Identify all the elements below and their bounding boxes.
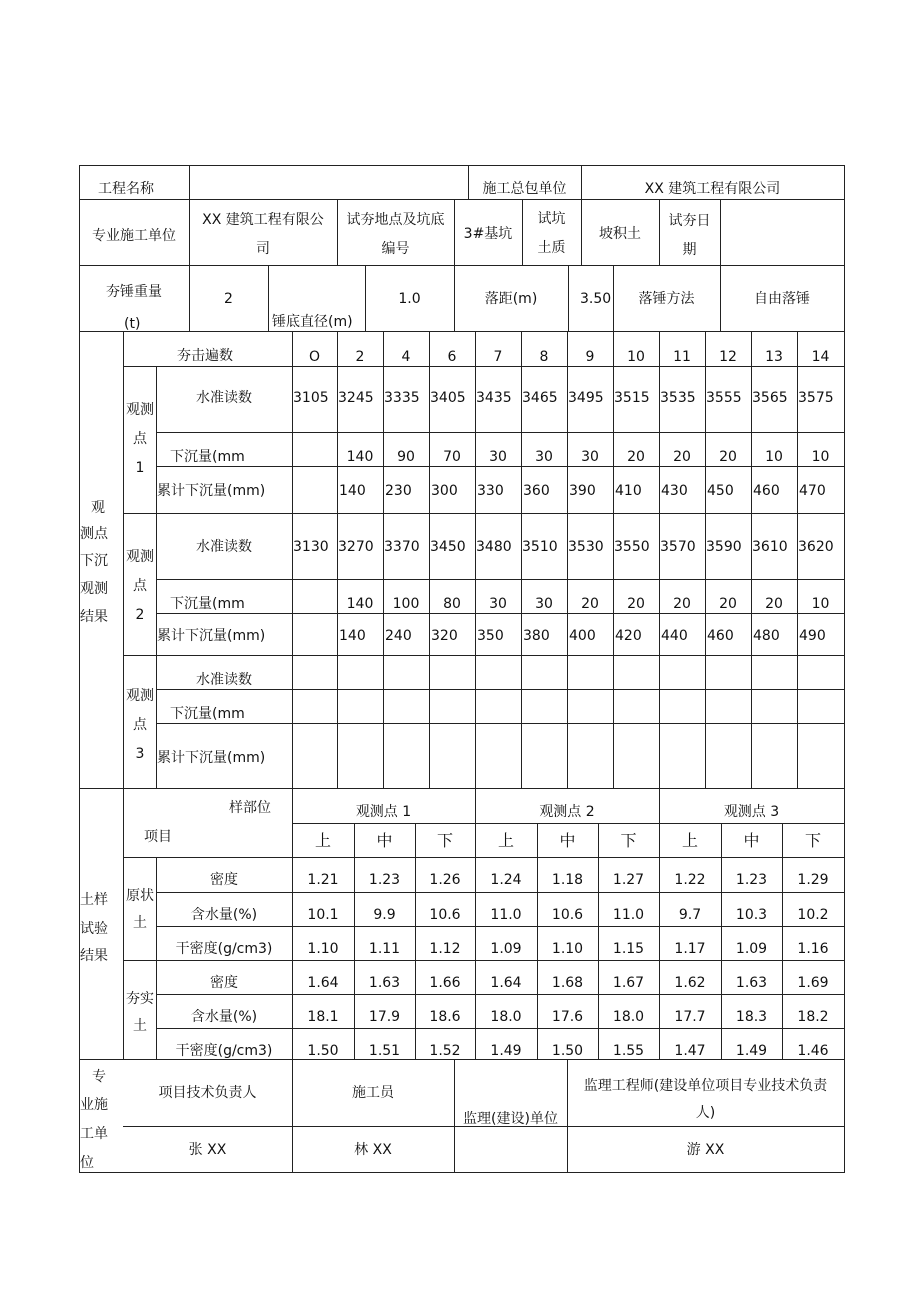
moisture-value: 11.0 [490,907,522,923]
density-value: 1.23 [368,872,401,888]
position-label: 上 [497,831,514,850]
drop-method-value: 自由落锤 [754,291,810,307]
dry-density-value: 1.50 [551,1043,584,1059]
position-label: 上 [314,831,331,850]
section-label-settlement: 结果 [80,609,108,625]
level-value: 3105 [293,390,329,406]
point-label: 点 [133,431,147,447]
density-value: 1.63 [368,975,401,991]
engineer-name: 游 XX [686,1142,725,1158]
table-rule [79,165,80,1173]
moisture-value: 11.0 [612,907,645,923]
density-value: 1.63 [735,975,768,991]
table-rule [156,994,845,995]
blows-label: 夯击遍数 [177,348,233,364]
cumulative-value: 440 [661,628,688,644]
cumulative-value: 330 [477,483,504,499]
moisture-value: 18.1 [307,1009,339,1025]
cumulative-value: 380 [523,628,550,644]
drop-value: 100 [392,596,420,612]
position-label: 中 [376,831,393,850]
position-label: 下 [804,831,821,850]
moisture-value: 18.0 [490,1009,522,1025]
point-label: 观测 [126,549,154,565]
blow-count: 2 [355,349,365,365]
section-label-settlement: 观测 [80,581,108,597]
dry-density-value: 1.52 [429,1043,461,1059]
dry-density-value: 1.09 [735,941,768,957]
table-rule [79,265,845,266]
unit-label: 工单 [80,1126,108,1142]
blow-count: 10 [627,349,645,365]
specialty-unit-value: 司 [256,241,270,257]
level-value: 3335 [384,390,420,406]
density-value: 1.68 [551,975,584,991]
general-contractor-label: 施工总包单位 [482,181,567,197]
dry-density-value: 1.49 [490,1043,522,1059]
density-value: 1.23 [735,872,768,888]
cumulative-value: 140 [339,628,366,644]
level-value: 3450 [430,539,466,555]
density-value: 1.22 [674,872,706,888]
moisture-label: 含水量(%) [190,1009,258,1025]
cumulative-value: 410 [615,483,642,499]
moisture-value: 18.6 [429,1009,461,1025]
table-rule [79,331,845,332]
level-value: 3245 [338,390,374,406]
dry-density-value: 1.46 [797,1043,829,1059]
drop-value: 30 [581,449,599,465]
dry-density-value: 1.51 [368,1043,401,1059]
table-rule [123,513,845,514]
table-rule [156,613,845,614]
level-value: 3435 [476,390,512,406]
blow-count: 12 [719,349,737,365]
supervision-unit-label: 监理(建设)单位 [463,1111,558,1127]
worker-name: 林 XX [354,1142,392,1158]
point-label: 3 [135,746,145,762]
test-date-label: 期 [682,242,697,258]
drop-value: 140 [346,596,374,612]
table-rule [79,788,845,789]
observation-group: 观测点 2 [539,804,595,820]
density-value: 1.27 [612,872,645,888]
dry-density-value: 1.11 [368,941,401,957]
drop-value: 20 [719,596,737,612]
drop-value: 140 [346,449,374,465]
specialty-unit-label: 专业施工单位 [92,228,176,244]
table-rule [156,723,845,724]
drop-value: 90 [397,449,415,465]
section-label-settlement: 观 [91,500,105,516]
blow-count: 8 [539,349,549,365]
blow-count: 6 [447,349,457,365]
table-rule [156,1028,845,1029]
cumulative-value: 450 [707,483,734,499]
dry-density-label: 干密度(g/cm3) [175,1043,273,1059]
moisture-value: 17.9 [368,1009,401,1025]
soil-type-label: 土 [133,915,147,931]
table-rule [123,960,845,961]
dry-density-value: 1.50 [307,1043,339,1059]
supervising-engineer-label: 人) [695,1105,716,1121]
section-label-settlement: 测点 [80,526,108,542]
table-rule [156,689,845,690]
density-value: 1.67 [612,975,645,991]
test-site-label: 试夯地点及坑底 [346,212,445,228]
table-rule [268,265,269,332]
level-label: 水准读数 [196,672,252,688]
drop-value: 20 [765,596,783,612]
drop-value: 20 [581,596,599,612]
cumulative-value: 430 [661,483,688,499]
drop-label: 下沉量(mm [170,706,245,722]
table-rule [720,199,721,266]
soil-type-label: 土 [133,1018,147,1034]
level-value: 3370 [384,539,420,555]
table-rule [156,892,845,893]
drop-value: 70 [443,449,461,465]
moisture-value: 10.2 [797,907,829,923]
level-value: 3565 [752,390,788,406]
moisture-value: 9.7 [678,907,702,923]
unit-label: 业施 [80,1097,108,1113]
position-label: 下 [620,831,637,850]
dry-density-value: 1.47 [674,1043,706,1059]
dry-density-value: 1.16 [797,941,829,957]
cumulative-value: 300 [431,483,458,499]
blow-count: 14 [811,349,830,365]
point-label: 点 [133,578,147,594]
level-value: 3405 [430,390,466,406]
table-rule [123,857,845,858]
moisture-label: 含水量(%) [190,907,258,923]
cumulative-value: 230 [385,483,412,499]
sample-location-label: 样部位 [229,800,271,816]
density-value: 1.62 [674,975,706,991]
drop-value: 20 [719,449,737,465]
density-label: 密度 [210,975,238,991]
dry-density-label: 干密度(g/cm3) [175,941,273,957]
table-rule [156,366,157,789]
level-value: 3590 [706,539,742,555]
level-value: 3575 [798,390,834,406]
hammer-weight-value: 2 [224,291,233,307]
density-value: 1.69 [797,975,829,991]
drop-value: 20 [627,449,645,465]
test-date-label: 试夯日 [668,213,711,229]
worker-label: 施工员 [352,1085,394,1101]
blow-count: 9 [585,349,595,365]
point-label: 2 [135,607,145,623]
table-rule [123,366,845,367]
level-value: 3510 [522,539,558,555]
section-label-settlement: 下沉 [80,553,108,569]
table-rule [292,823,845,824]
drop-value: 10 [811,596,830,612]
dry-density-value: 1.55 [612,1043,645,1059]
cumulative-value: 400 [569,628,596,644]
test-site-label: 编号 [381,241,410,257]
level-value: 3570 [660,539,696,555]
table-rule [79,1172,845,1173]
dry-density-value: 1.10 [551,941,584,957]
density-value: 1.21 [307,872,339,888]
position-label: 上 [681,831,698,850]
supervising-engineer-label: 监理工程师(建设单位项目专业技术负责 [583,1078,828,1094]
drop-method-label: 落锤方法 [638,291,695,307]
soil-value: 坡积土 [599,226,641,242]
level-value: 3550 [614,539,650,555]
moisture-value: 17.6 [551,1009,584,1025]
cumulative-label: 累计下沉量(mm) [157,483,266,499]
cumulative-value: 140 [339,483,366,499]
tech-lead-name: 张 XX [188,1142,227,1158]
density-value: 1.64 [490,975,522,991]
dry-density-value: 1.12 [429,941,461,957]
level-value: 3515 [614,390,650,406]
level-value: 3465 [522,390,558,406]
density-value: 1.29 [797,872,829,888]
level-value: 3495 [568,390,604,406]
level-label: 水准读数 [196,539,252,555]
table-rule [79,165,845,166]
moisture-value: 10.6 [551,907,584,923]
table-rule [123,655,845,656]
level-label: 水准读数 [196,390,252,406]
moisture-value: 18.0 [612,1009,645,1025]
cumulative-label: 累计下沉量(mm) [157,628,266,644]
cumulative-value: 390 [569,483,596,499]
density-value: 1.18 [551,872,584,888]
moisture-value: 10.3 [735,907,768,923]
table-rule [79,1059,845,1060]
density-label: 密度 [210,872,238,888]
moisture-value: 17.7 [674,1009,706,1025]
cumulative-value: 240 [385,628,412,644]
point-label: 观测 [126,688,154,704]
drop-value: 30 [535,449,553,465]
dry-density-value: 1.17 [674,941,706,957]
cumulative-value: 360 [523,483,550,499]
moisture-value: 10.6 [429,907,461,923]
point-label: 点 [133,717,147,733]
cumulative-value: 480 [753,628,780,644]
soil-label: 土质 [537,240,566,256]
general-contractor-value: XX 建筑工程有限公司 [644,181,781,197]
table-rule [156,579,845,580]
dry-density-value: 1.49 [735,1043,768,1059]
hammer-diameter-label: 锤底直径(m) [272,314,353,330]
drop-label: 下沉量(mm [170,596,245,612]
blow-count: 11 [673,349,691,365]
drop-value: 10 [765,449,783,465]
cumulative-label: 累计下沉量(mm) [157,750,266,766]
position-label: 中 [743,831,760,850]
moisture-value: 18.2 [797,1009,829,1025]
table-rule [844,165,845,1173]
drop-label: 下沉量(mm [170,449,245,465]
drop-value: 80 [443,596,461,612]
moisture-value: 9.9 [373,907,396,923]
level-value: 3480 [476,539,512,555]
drop-value: 20 [673,596,691,612]
dry-density-value: 1.09 [490,941,522,957]
position-label: 中 [559,831,576,850]
drop-value: 30 [535,596,553,612]
point-label: 1 [135,460,145,476]
level-value: 3270 [338,539,374,555]
level-value: 3130 [293,539,329,555]
hammer-weight-label: 夯锤重量 [106,284,162,300]
blow-count: 7 [493,349,503,365]
density-value: 1.24 [490,872,522,888]
drop-distance-value: 3.50 [580,291,612,307]
observation-group: 观测点 1 [355,804,412,820]
table-rule [567,1126,845,1127]
position-label: 下 [436,831,453,850]
level-value: 3555 [706,390,742,406]
soil-label: 试坑 [537,211,566,227]
density-value: 1.66 [429,975,461,991]
table-rule [568,265,569,332]
table-rule [156,926,845,927]
blow-count: 4 [401,349,411,365]
level-value: 3610 [752,539,788,555]
drop-value: 30 [489,596,507,612]
table-rule [156,466,845,467]
blow-count: 13 [765,349,783,365]
section-label-soil: 试验 [80,921,108,937]
density-value: 1.64 [307,975,339,991]
density-value: 1.26 [429,872,461,888]
hammer-weight-label: (t) [124,316,141,332]
tech-lead-label: 项目技术负责人 [158,1085,257,1101]
table-rule [79,199,845,200]
unit-label: 专 [92,1069,106,1085]
hammer-diameter-value: 1.0 [398,291,421,307]
cumulative-value: 460 [753,483,780,499]
point-label: 观测 [126,402,154,418]
table-rule [156,432,845,433]
unit-label: 位 [80,1155,94,1171]
dry-density-value: 1.15 [612,941,645,957]
observation-group: 观测点 3 [723,804,780,820]
drop-distance-label: 落距(m) [484,291,538,307]
cumulative-value: 350 [477,628,504,644]
drop-value: 10 [811,449,830,465]
cumulative-value: 470 [799,483,826,499]
cumulative-value: 320 [431,628,458,644]
soil-type-label: 夯实 [126,991,154,1007]
specialty-unit-value: XX 建筑工程有限公 [202,212,324,228]
dry-density-value: 1.10 [307,941,339,957]
section-label-soil: 土样 [80,892,108,908]
test-site-value: 3#基坑 [463,226,513,242]
blow-count: O [308,349,321,365]
project-name-label: 工程名称 [98,181,154,197]
section-label-soil: 结果 [80,948,108,964]
cumulative-value: 490 [799,628,826,644]
moisture-value: 10.1 [307,907,339,923]
drop-value: 20 [627,596,645,612]
cumulative-value: 420 [615,628,642,644]
cumulative-value: 460 [707,628,734,644]
moisture-value: 18.3 [735,1009,768,1025]
soil-type-label: 原状 [126,888,154,904]
level-value: 3620 [798,539,834,555]
level-value: 3535 [660,390,696,406]
level-value: 3530 [568,539,604,555]
drop-value: 20 [673,449,691,465]
drop-value: 30 [489,449,507,465]
item-label: 项目 [144,829,172,845]
